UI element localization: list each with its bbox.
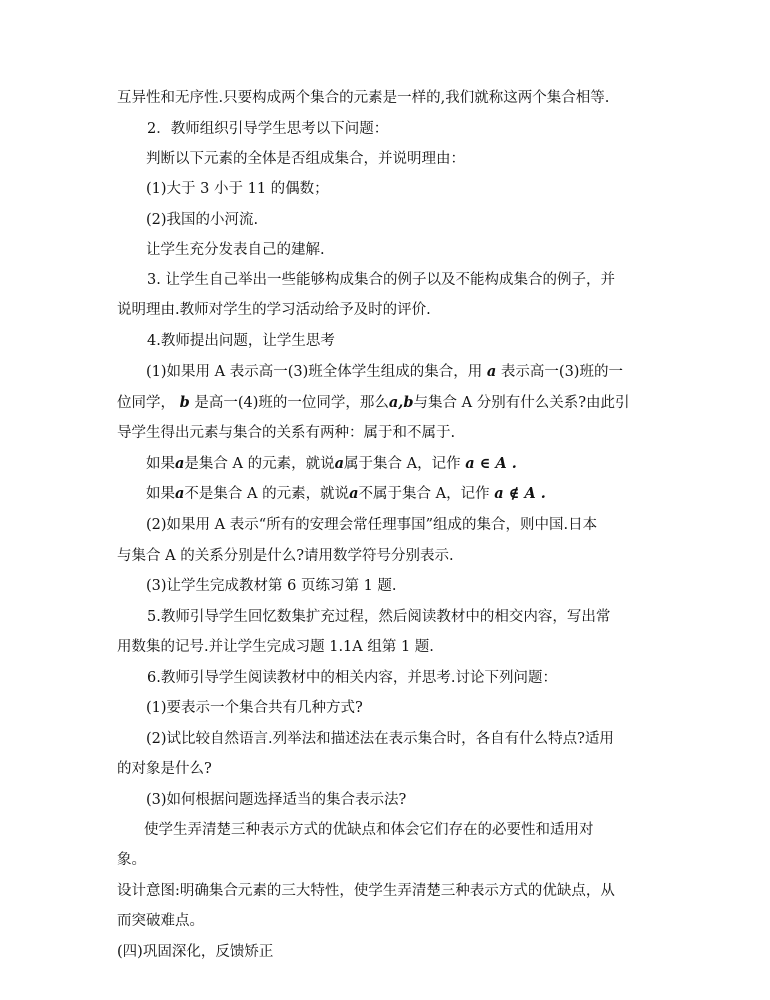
paragraph-line: 5.教师引导学生回忆数集扩充过程，然后阅读教材中的相交内容，写出常 <box>147 609 611 625</box>
text-segment: 如果 <box>146 456 175 472</box>
paragraph-line: (3)如何根据问题选择适当的集合表示法? <box>146 792 407 808</box>
math-variable-a: a <box>175 455 185 472</box>
paragraph-line: 2．教师组织引导学生思考以下问题： <box>147 121 389 137</box>
paragraph-line: (1)要表示一个集合共有几种方式? <box>146 700 363 716</box>
paragraph-line <box>117 393 629 413</box>
text-segment: 位同学， <box>117 395 175 411</box>
paragraph-line: (2)试比较自然语言.列举法和描述法在表示集合时，各自有什么特点?适用 <box>146 731 614 747</box>
text-segment: 如果 <box>146 486 175 502</box>
paragraph-line <box>146 362 623 382</box>
text-segment: 不是集合 A 的元素，就说 <box>184 486 350 502</box>
math-variable-a: a <box>334 455 345 472</box>
paragraph-line: 而突破难点。 <box>117 913 204 929</box>
math-variable-a: a <box>349 485 359 502</box>
paragraph-line: 象。 <box>117 852 146 868</box>
text-segment: 表示高一(3)班的一 <box>500 364 623 380</box>
math-variable-a: a <box>486 363 497 380</box>
paragraph-line: 4.教师提出问题，让学生思考 <box>147 333 335 349</box>
paragraph-line <box>146 484 546 504</box>
paragraph-line: 说明理由.教师对学生的学习活动给予及时的评价. <box>117 302 431 318</box>
paragraph-line: (2)如果用 A 表示“所有的安理会常任理事国”组成的集合，则中国.日本 <box>146 517 598 533</box>
paragraph-line: (1)大于 3 小于 11 的偶数； <box>146 181 329 197</box>
paragraph-line: (3)让学生完成教材第 6 页练习第 1 题. <box>146 578 397 594</box>
paragraph-line: (2)我国的小河流. <box>146 212 259 228</box>
math-variables-ab: a,b <box>388 394 414 411</box>
paragraph-line: 让学生充分发表自己的建解. <box>146 242 325 258</box>
paragraph-line <box>146 454 517 474</box>
paragraph-line: 互异性和无序性.只要构成两个集合的元素是一样的,我们就称这两个集合相等. <box>117 90 610 106</box>
text-segment: 与集合 A 分别有什么关系?由此引 <box>413 395 630 411</box>
math-variable-a: a <box>175 485 185 502</box>
text-segment: 不属于集合 A，记作 <box>358 486 490 502</box>
paragraph-line: 3. 让学生自己举出一些能够构成集合的例子以及不能构成集合的例子，并 <box>147 272 615 288</box>
text-segment: 属于集合 A，记作 <box>344 456 461 472</box>
math-variable-b: b <box>179 394 190 411</box>
paragraph-line: 的对象是什么? <box>117 761 212 777</box>
math-element-of: a ∈ A . <box>465 455 517 472</box>
paragraph-line: 与集合 A 的关系分别是什么?请用数学符号分别表示. <box>117 548 454 564</box>
text-segment: (1)如果用 A 表示高一(3)班全体学生组成的集合，用 <box>146 364 483 380</box>
paragraph-line: 用数集的记号.并让学生完成习题 1.1A 组第 1 题. <box>117 639 434 655</box>
paragraph-line: 判断以下元素的全体是否组成集合，并说明理由： <box>146 151 465 167</box>
section-heading: (四)巩固深化，反馈矫正 <box>117 944 274 960</box>
paragraph-line: 使学生弄清楚三种表示方式的优缺点和体会它们存在的必要性和适用对 <box>144 822 594 838</box>
math-not-element-of: a ∉ A . <box>494 485 546 502</box>
paragraph-line: 设计意图:明确集合元素的三大特性，使学生弄清楚三种表示方式的优缺点，从 <box>117 883 615 899</box>
paragraph-line: 导学生得出元素与集合的关系有两种：属于和不属于. <box>117 425 456 441</box>
paragraph-line: 6.教师引导学生阅读教材中的相关内容，并思考.讨论下列问题： <box>147 670 557 686</box>
text-segment: 是集合 A 的元素，就说 <box>184 456 335 472</box>
text-segment: 是高一(4)班的一位同学，那么 <box>194 395 389 411</box>
